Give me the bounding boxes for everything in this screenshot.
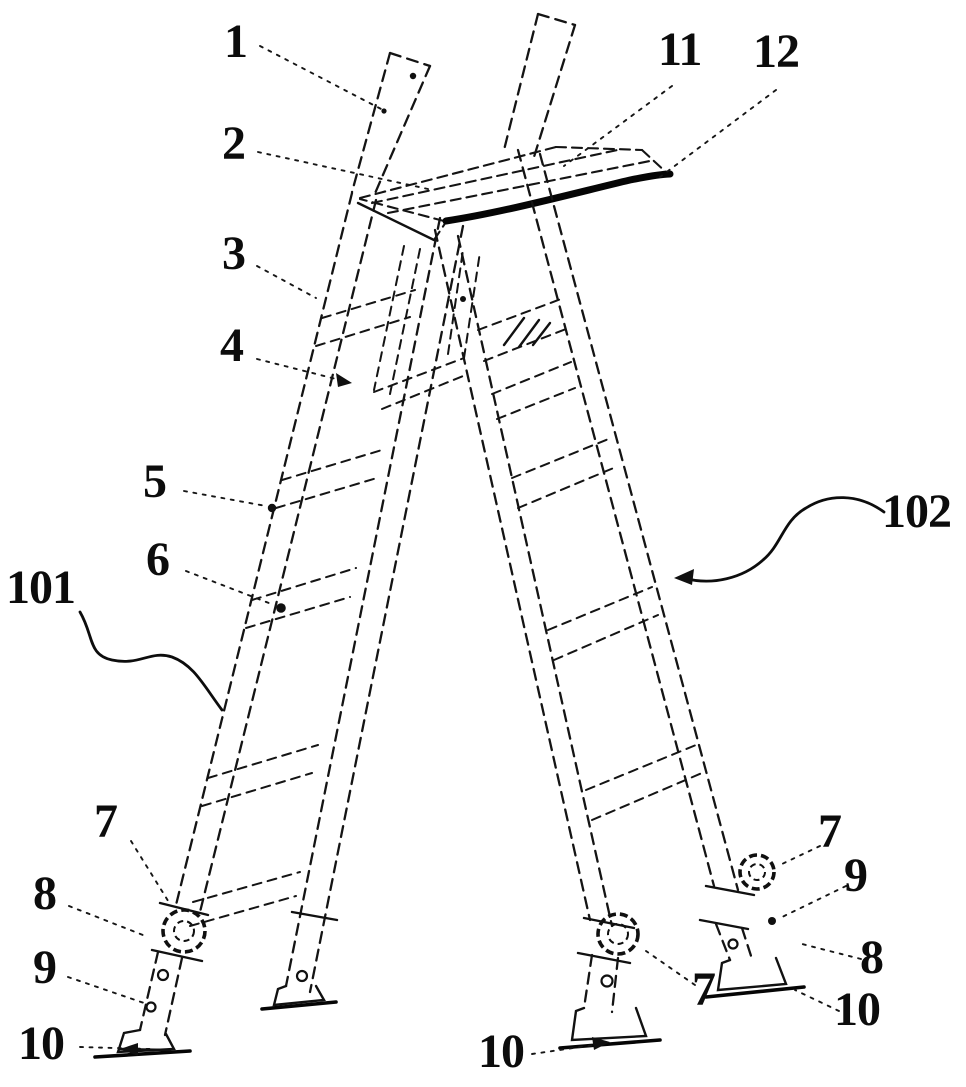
ref-label-9-right: 9 (844, 849, 867, 902)
ref-label-12: 12 (753, 25, 799, 78)
left-section-rungs (190, 290, 415, 926)
carry-handle (374, 246, 480, 409)
right-rear-stile (518, 150, 804, 997)
ref-label-7-right: 7 (818, 805, 841, 858)
ref-label-102: 102 (882, 485, 951, 538)
ref-label-10-center: 10 (478, 1025, 524, 1078)
ref-label-3: 3 (222, 227, 245, 280)
ref-label-7-center: 7 (692, 963, 715, 1016)
ref-label-4: 4 (220, 319, 243, 372)
foot-center (572, 1008, 646, 1040)
left-handrail-post (352, 53, 430, 198)
ref-label-5: 5 (143, 455, 166, 508)
ref-label-101: 101 (6, 561, 75, 614)
ref-label-8-left: 8 (33, 867, 56, 920)
ref-label-8-right: 8 (860, 931, 883, 984)
ref-label-6: 6 (146, 533, 169, 586)
leader-lines (68, 46, 884, 1056)
right-front-stile (435, 230, 660, 1048)
ref-label-7-left: 7 (94, 795, 117, 848)
ref-label-10-left: 10 (18, 1017, 64, 1070)
right-handrail-post (504, 14, 575, 157)
right-section-rungs (460, 296, 702, 820)
foot-right (718, 958, 786, 990)
ref-label-10-right: 10 (834, 983, 880, 1036)
lock-knob-center (598, 914, 638, 954)
leader-101 (80, 612, 222, 710)
ref-label-2: 2 (222, 117, 245, 170)
platform-front-edge (446, 174, 670, 221)
lock-knob-left (163, 910, 205, 952)
leader-102 (684, 498, 884, 582)
top-platform (358, 147, 670, 240)
ref-label-11: 11 (658, 23, 702, 76)
lock-knob-right (740, 855, 774, 889)
ref-label-9-left: 9 (33, 941, 56, 994)
ref-label-1: 1 (224, 15, 247, 68)
